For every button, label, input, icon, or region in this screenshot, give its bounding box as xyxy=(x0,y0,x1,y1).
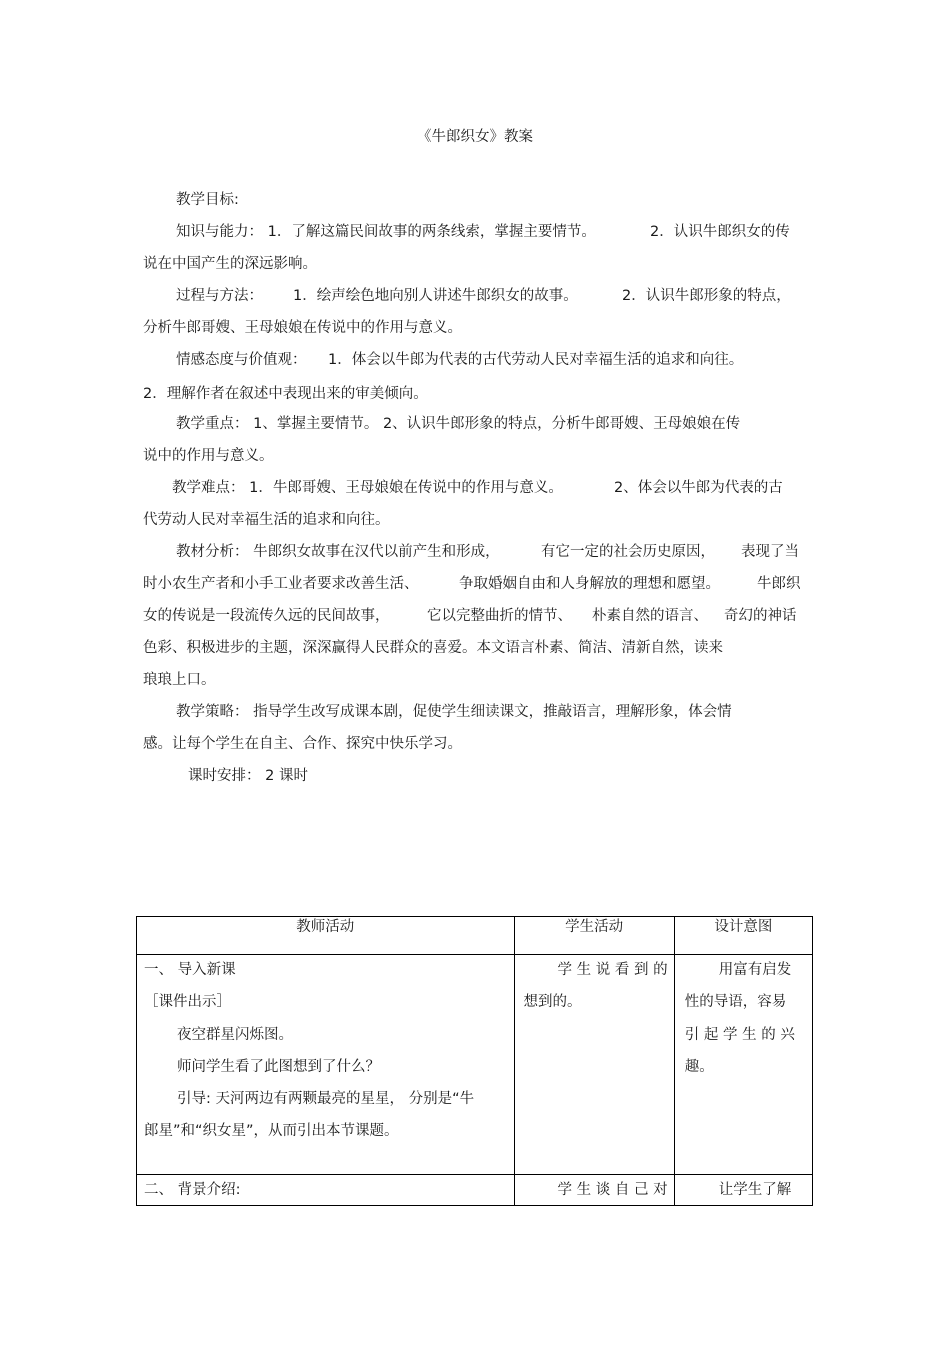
teacher-line: 二、 背景介绍: xyxy=(144,1182,241,1198)
analysis-line2c: 牛郎织 xyxy=(757,576,801,592)
table-header-row xyxy=(137,917,813,955)
process-goal-item1: 1．绘声绘色地向别人讲述牛郎织女的故事。 xyxy=(293,288,578,304)
teacher-activity-cell xyxy=(137,1175,515,1206)
analysis-line1b: 有它一定的社会历史原因， xyxy=(541,544,715,560)
analysis-line1a: 教材分析： 牛郎织女故事在汉代以前产生和形成， xyxy=(176,544,500,560)
lesson-plan-table xyxy=(136,916,813,1206)
intent-line: 用富有启发 xyxy=(718,962,792,978)
knowledge-goal-line1a: 知识与能力： 1．了解这篇民间故事的两条线索，掌握主要情节。 xyxy=(176,224,596,240)
design-intent-cell xyxy=(674,1175,812,1206)
goal-heading: 教学目标: xyxy=(176,192,239,208)
class-hours: 课时安排： 2 课时 xyxy=(188,768,308,784)
student-line: 学 生 谈 自 己 对 xyxy=(557,1182,668,1198)
analysis-line3c: 朴素自然的语言、 xyxy=(592,608,708,624)
teacher-line: 郎星”和“织女星”，从而引出本节课题。 xyxy=(144,1123,399,1139)
process-goal-line2: 分析牛郎哥嫂、王母娘娘在传说中的作用与意义。 xyxy=(143,320,462,336)
table-row xyxy=(137,955,813,1175)
student-line: 学 生 说 看 到 的 xyxy=(557,962,668,978)
student-line: 想到的。 xyxy=(523,994,582,1010)
difficulty-line1a: 教学难点： 1．牛郎哥嫂、王母娘娘在传说中的作用与意义。 xyxy=(172,480,563,496)
teacher-line: 一、 导入新课 xyxy=(144,962,236,978)
intent-line: 引 起 学 生 的 兴 xyxy=(684,1027,795,1043)
difficulty-line2: 代劳动人民对幸福生活的追求和向往。 xyxy=(143,512,390,528)
process-goal-label: 过程与方法： xyxy=(176,288,263,304)
analysis-line3a: 女的传说是一段流传久远的民间故事， xyxy=(143,608,390,624)
intent-line: 性的导语，容易 xyxy=(684,994,787,1010)
knowledge-goal-line2: 说在中国产生的深远影响。 xyxy=(143,256,317,272)
table-row xyxy=(137,1175,813,1206)
teacher-line: ［课件出示］ xyxy=(144,994,231,1010)
design-intent-cell xyxy=(674,955,812,1175)
header-design-intent: 设计意图 xyxy=(674,917,812,955)
key-points-line2: 说中的作用与意义。 xyxy=(143,448,274,464)
teacher-line: 引导: 天河两边有两颗最亮的星星， 分别是“牛 xyxy=(177,1091,475,1107)
knowledge-goal-line1b: 2．认识牛郎织女的传 xyxy=(650,224,790,240)
difficulty-line1b: 2、体会以牛郎为代表的古 xyxy=(614,480,783,496)
intent-line: 让学生了解 xyxy=(718,1182,792,1198)
student-activity-cell xyxy=(514,1175,674,1206)
emotion-goal-label: 情感态度与价值观： xyxy=(176,352,307,368)
teacher-activity-cell xyxy=(137,955,515,1175)
emotion-goal-item1: 1．体会以牛郎为代表的古代劳动人民对幸福生活的追求和向往。 xyxy=(328,352,744,368)
analysis-line2b: 争取婚姻自由和人身解放的理想和愿望。 xyxy=(459,576,720,592)
analysis-line1c: 表现了当 xyxy=(741,544,799,560)
page-title: 《牛郎织女》教案 xyxy=(417,129,533,145)
process-goal-item2: 2．认识牛郎形象的特点， xyxy=(622,288,791,304)
teacher-line: 师问学生看了此图想到了什么？ xyxy=(177,1059,380,1075)
header-teacher-activity: 教师活动 xyxy=(137,917,515,955)
analysis-line5: 琅琅上口。 xyxy=(143,672,216,688)
strategy-line2: 感。让每个学生在自主、合作、探究中快乐学习。 xyxy=(143,736,462,752)
analysis-line2a: 时小农生产者和小手工业者要求改善生活、 xyxy=(143,576,419,592)
student-activity-cell xyxy=(514,955,674,1175)
teacher-line: 夜空群星闪烁图。 xyxy=(177,1027,293,1043)
strategy-line1: 教学策略： 指导学生改写成课本剧，促使学生细读课文，推敲语言，理解形象，体会情 xyxy=(176,704,732,720)
key-points-line1: 教学重点： 1、掌握主要情节。 2、认识牛郎形象的特点，分析牛郎哥嫂、王母娘娘在传 xyxy=(176,416,741,432)
header-student-activity: 学生活动 xyxy=(514,917,674,955)
analysis-line3b: 它以完整曲折的情节、 xyxy=(427,608,572,624)
emotion-goal-item2: 2．理解作者在叙述中表现出来的审美倾向。 xyxy=(143,386,428,402)
analysis-line4: 色彩、积极进步的主题，深深赢得人民群众的喜爱。本文语言朴素、简洁、清新自然，读来 xyxy=(143,640,723,656)
analysis-line3d: 奇幻的神话 xyxy=(724,608,797,624)
intent-line: 趣。 xyxy=(684,1059,714,1075)
